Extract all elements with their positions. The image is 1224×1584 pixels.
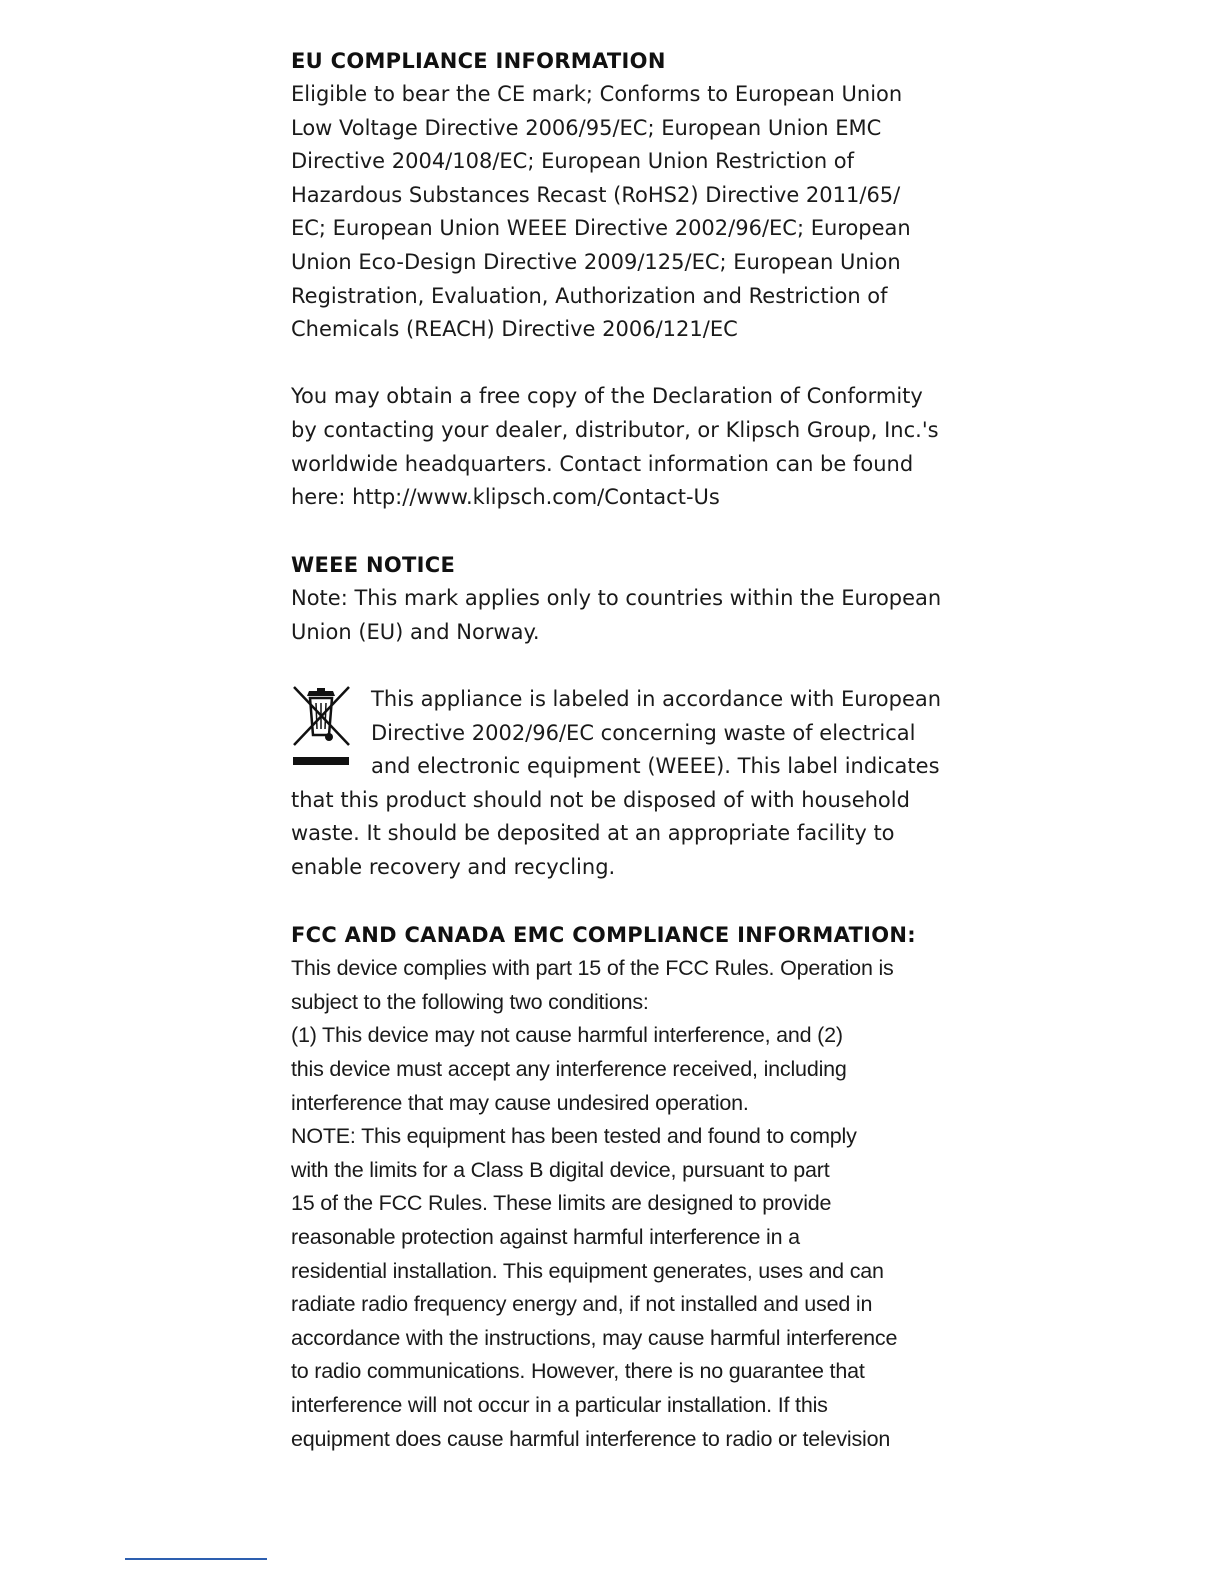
weee-note-line: Union (EU) and Norway. bbox=[291, 619, 540, 644]
fcc-line: subject to the following two conditions: bbox=[291, 989, 649, 1014]
eu-line: Low Voltage Directive 2006/95/EC; European Union EMC bbox=[291, 115, 882, 140]
weee-label-block bbox=[291, 683, 971, 885]
weee-label-line: and electronic equipment (WEEE). This label indicates bbox=[371, 754, 940, 779]
fcc-line: NOTE: This equipment has been tested and found to comply bbox=[291, 1124, 857, 1149]
eu-line: Union Eco-Design Directive 2009/125/EC; European Union bbox=[291, 249, 901, 274]
weee-label-line: that this product should not be disposed of with household bbox=[291, 787, 910, 812]
weee-label-line: This appliance is labeled in accordance with European bbox=[371, 687, 942, 712]
fcc-line: with the limits for a Class B digital device, pursuant to part bbox=[291, 1157, 830, 1182]
fcc-line: This device complies with part 15 of the FCC Rules. Operation is bbox=[291, 956, 894, 981]
weee-note-line: Note: This mark applies only to countries within the European bbox=[291, 586, 942, 611]
fcc-line: this device must accept any interference received, including bbox=[291, 1057, 847, 1082]
contact-url-line: here: http://www.klipsch.com/Contact-Us bbox=[291, 485, 720, 510]
eu-line: Directive 2004/108/EC; European Union Restriction of bbox=[291, 149, 855, 174]
weee-label-line: waste. It should be deposited at an appropriate facility to bbox=[291, 821, 895, 846]
eu-line: Registration, Evaluation, Authorization and Restriction of bbox=[291, 283, 888, 308]
spacer bbox=[291, 347, 971, 381]
eu-compliance-section bbox=[291, 44, 971, 347]
crossed-out-wheelie-bin-icon bbox=[291, 683, 351, 767]
fcc-canada-section bbox=[291, 918, 971, 1456]
fcc-line: reasonable protection against harmful interference in a bbox=[291, 1225, 800, 1249]
eu-line: Chemicals (REACH) Directive 2006/121/EC bbox=[291, 317, 738, 342]
weee-notice-section bbox=[291, 548, 971, 884]
fcc-line: radiate radio frequency energy and, if not installed and used in bbox=[291, 1292, 873, 1317]
fcc-line: (1) This device may not cause harmful interference, and (2) bbox=[291, 1023, 843, 1048]
eu-line: Hazardous Substances Recast (RoHS2) Directive 2011/65/ bbox=[291, 182, 901, 207]
compliance-page bbox=[291, 44, 971, 1456]
weee-label-line: Directive 2002/96/EC concerning waste of electrical bbox=[371, 720, 916, 745]
fcc-line: interference will not occur in a particular installation. If this bbox=[291, 1392, 828, 1417]
declaration-paragraph bbox=[291, 380, 971, 514]
declaration-line: You may obtain a free copy of the Declaration of Conformity bbox=[291, 384, 923, 409]
fcc-heading: FCC AND CANADA EMC COMPLIANCE INFORMATION: bbox=[291, 923, 916, 948]
weee-notice-heading: WEEE NOTICE bbox=[291, 553, 456, 578]
spacer bbox=[291, 650, 971, 684]
spacer bbox=[291, 515, 971, 549]
eu-line: EC; European Union WEEE Directive 2002/96/EC; European bbox=[291, 216, 911, 241]
eu-line: Eligible to bear the CE mark; Conforms to European Union bbox=[291, 82, 903, 106]
declaration-line: worldwide headquarters. Contact information can be found bbox=[291, 451, 914, 476]
eu-compliance-heading: EU COMPLIANCE INFORMATION bbox=[291, 49, 666, 73]
fcc-line: equipment does cause harmful interference to radio or television bbox=[291, 1426, 891, 1451]
fcc-line: accordance with the instructions, may cause harmful interference bbox=[291, 1325, 898, 1350]
fcc-line: to radio communications. However, there is no guarantee that bbox=[291, 1359, 865, 1384]
fcc-line: 15 of the FCC Rules. These limits are designed to provide bbox=[291, 1191, 832, 1216]
footnote-divider bbox=[125, 1558, 267, 1560]
declaration-line: by contacting your dealer, distributor, or Klipsch Group, Inc.'s bbox=[291, 417, 939, 442]
fcc-line: residential installation. This equipment generates, uses and can bbox=[291, 1258, 884, 1283]
fcc-line: interference that may cause undesired operation. bbox=[291, 1090, 749, 1115]
weee-label-line: enable recovery and recycling. bbox=[291, 855, 616, 880]
spacer bbox=[291, 885, 971, 919]
